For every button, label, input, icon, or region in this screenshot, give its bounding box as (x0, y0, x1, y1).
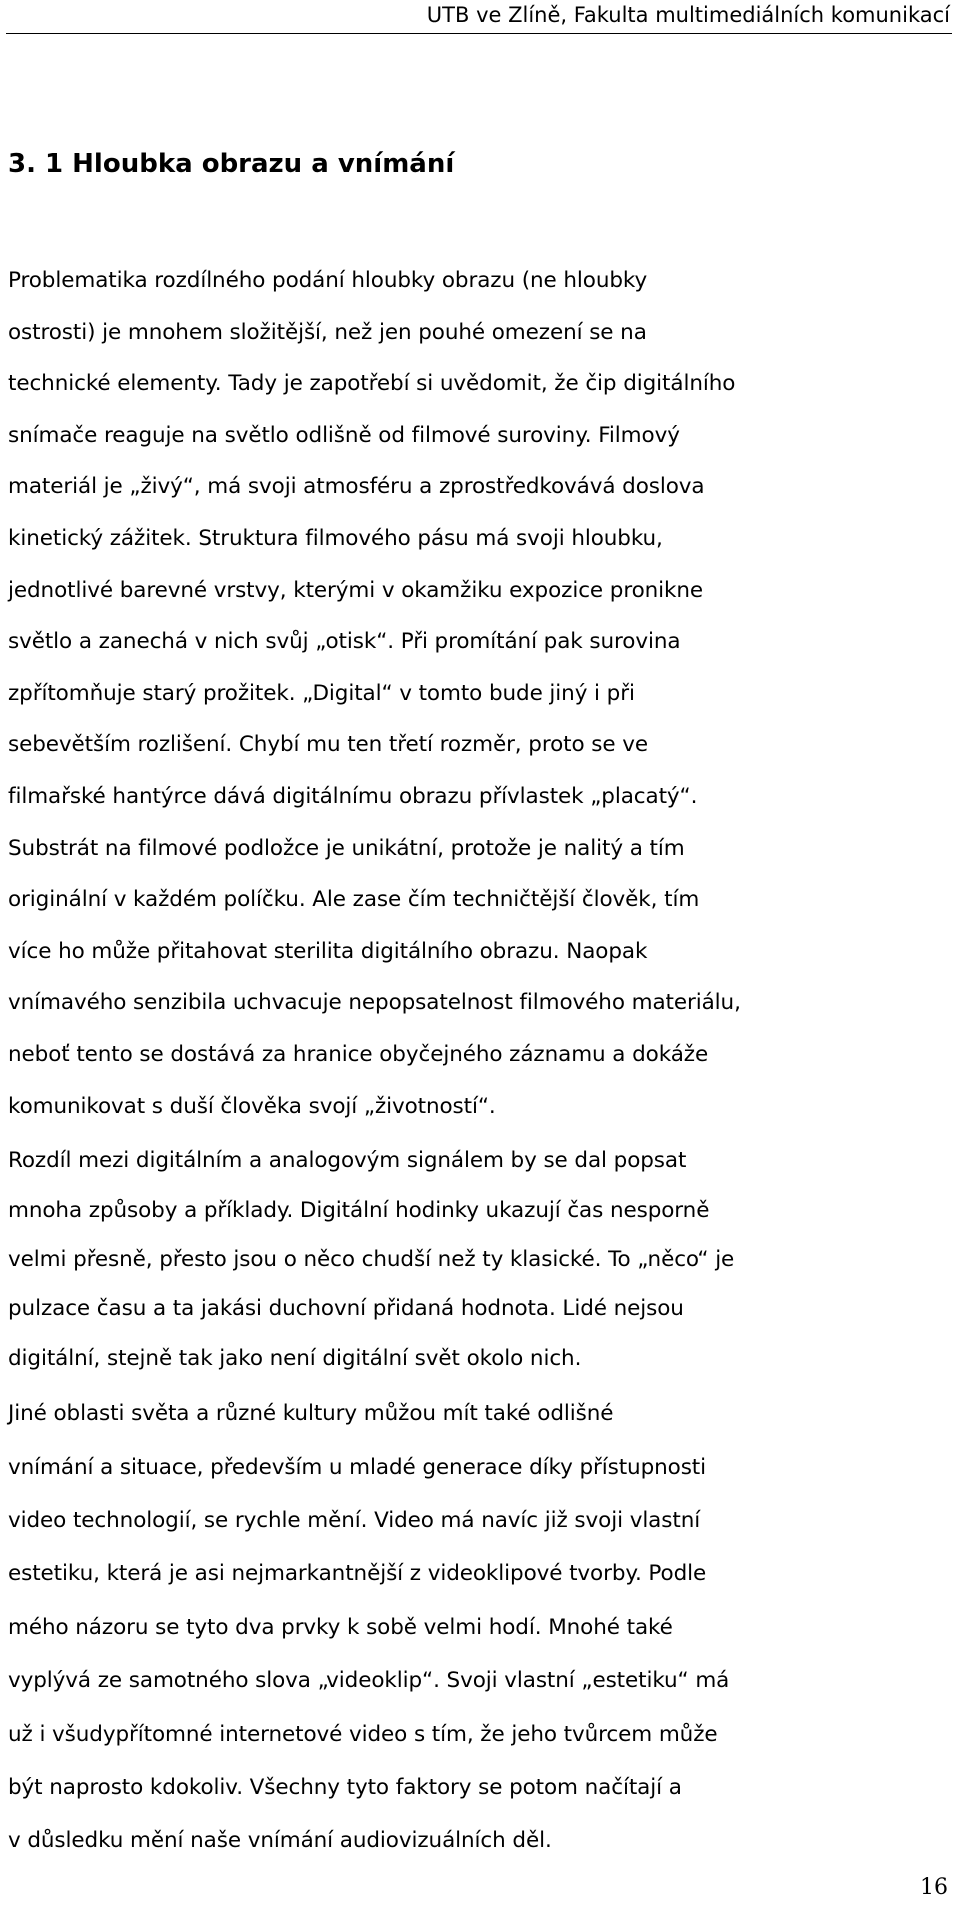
section-title: 3. 1 Hloubka obrazu a vnímání (8, 149, 455, 179)
page-number: 16 (920, 1875, 948, 1900)
header-divider (6, 33, 952, 34)
paragraph-2: Rozdíl mezi digitálním a analogovým signálem by se dal popsat mnoha způsoby a příklady. Digitální hodinky ukazují čas nesporně velmi přesně, přesto jsou o něco chudší než ty klasické. To „něco“ je pulzace času a ta jakási duchovní přidaná hodnota. Lidé nejsou digitální, stejně tak jako není digitální svět okolo nich. (8, 1148, 735, 1371)
body-text (8, 255, 952, 1868)
paragraph-3: Jiné oblasti světa a různé kultury můžou mít také odlišné vnímání a situace, především u mladé generace díky přístupnosti video technologií, se rychle mění. Video má navíc již svoji vlastní estetiku, která je asi nejmarkantnější z videoklipové tvorby. Podle mého názoru se tyto dva prvky k sobě velmi hodí. Mnohé také vyplývá ze samotného slova „videoklip“. Svoji vlastní „estetiku“ má už i všudypřítomné internetové video s tím, že jeho tvůrcem může být naprosto kdokoliv. Všechny tyto faktory se potom načítají a v důsledku mění naše vnímání audiovizuálních děl. (8, 1401, 730, 1854)
paragraph-1: Problematika rozdílného podání hloubky obrazu (ne hloubky ostrosti) je mnohem složitější, než jen pouhé omezení se na technické elementy. Tady je zapotřebí si uvědomit, že čip digitálního snímače reaguje na světlo odlišně od filmové suroviny. Filmový materiál je „živý“, má svoji atmosféru a zprostředkovává doslova kinetický zážitek. Struktura filmového pásu má svoji hloubku, jednotlivé barevné vrstvy, kterými v okamžiku expozice pronikne světlo a zanechá v nich svůj „otisk“. Při promítání pak surovina zpřítomňuje starý prožitek. „Digital“ v tomto bude jiný i při sebevětším rozlišení. Chybí mu ten třetí rozměr, proto se ve filmařské hantýrce dává digitálnímu obrazu přívlastek „placatý“. Substrát na filmové podložce je unikátní, protože je nalitý a tím originální v každém políčku. Ale zase čím techničtější člověk, tím více ho může přitahovat sterilita digitálního obrazu. Naopak vnímavého senzibila uchvacuje nepopsatelnost filmového materiálu, neboť tento se dostává za hranice obyčejného záznamu a dokáže komunikovat s duší člověka svojí „životností“. (8, 268, 741, 1119)
running-header: UTB ve Zlíně, Fakulta multimediálních komunikací (426, 3, 950, 27)
